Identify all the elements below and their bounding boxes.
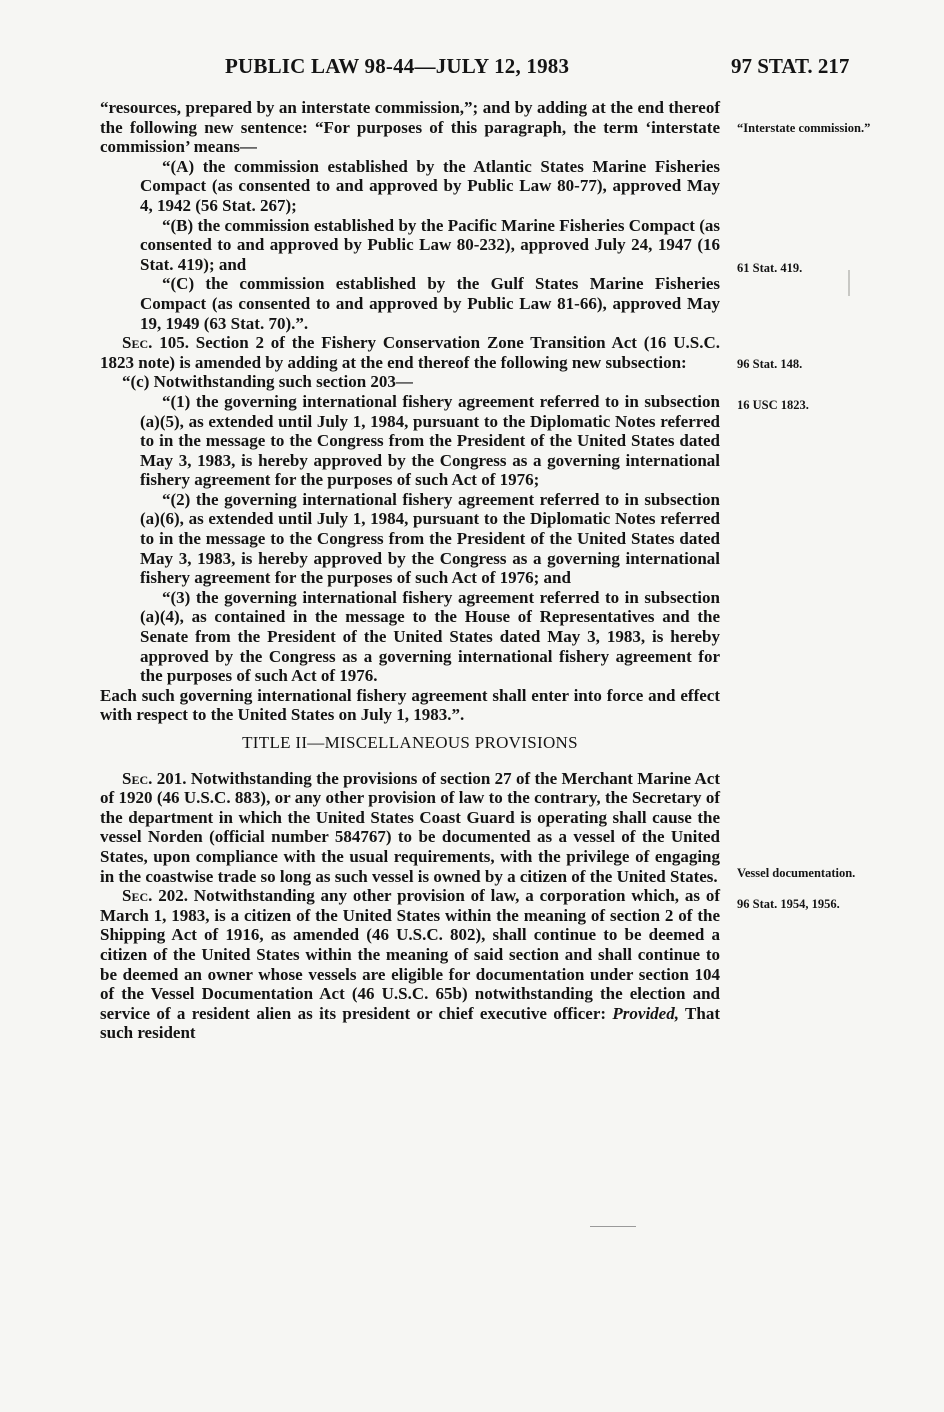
paragraph-item-3: “(3) the governing international fishery agreement referred to in subsection (a)(4), as contained in the message to the House of Representatives and the Senate from the President of the United States dated May 3, 1983, is hereby approved by the Congress as a governing international fishery agreement for the purposes of such Act of 1976. xyxy=(140,587,720,686)
margin-note-stat-148: 96 Stat. 148. xyxy=(737,357,803,371)
title-heading: TITLE II—MISCELLANEOUS PROVISIONS xyxy=(242,733,578,752)
section-label: Sec. xyxy=(122,768,153,788)
section-202-italic: Provided, xyxy=(612,1003,679,1023)
footer-rule xyxy=(590,1226,636,1227)
header-page-number: 97 STAT. 217 xyxy=(731,54,850,78)
paragraph-clause-a: “(A) the commission established by the Atlantic States Marine Fisheries Compact (as consented to and approved by Public Law 80-77), approved May 4, 1942 (56 Stat. 267); xyxy=(140,156,720,215)
section-201-text: 201. Notwithstanding the provisions of section 27 of the Merchant Marine Act of 1920 (46 U.S.C. 883), or any other provision of law to the contrary, the Secretary of the department in which the United States Coast Guard is operating shall cause the vessel Norden (official number 584767) to be documented as a vessel of the United States, upon compliance with the usual requirements, with the privilege of engaging in the coastwise trade so long as such vessel is owned by a citizen of the United States. xyxy=(100,768,720,886)
section-201 xyxy=(100,769,720,887)
paragraph-item-2: “(2) the governing international fishery agreement referred to in subsection (a)(6), as extended until July 1, 1984, pursuant to the Diplomatic Notes referred to in the message to the Congress from the President of the United States dated May 3, 1983, is hereby approved by the Congress as a governing international fishery agreement for the purposes of such Act of 1976; and xyxy=(140,489,720,588)
paragraph-item-1: “(1) the governing international fishery agreement referred to in subsection (a)(5), as extended until July 1, 1984, pursuant to the Diplomatic Notes referred to in the message to the Congress from the President of the United States dated May 3, 1983, is hereby approved by the Congress as a governing international fishery agreement for the purposes of such Act of 1976; xyxy=(140,391,720,490)
margin-note-stat-1954: 96 Stat. 1954, 1956. xyxy=(737,897,840,911)
section-202-tail: That such resident xyxy=(100,1003,720,1043)
section-label: Sec. xyxy=(122,886,153,906)
margin-note-vessel-documentation: Vessel documentation. xyxy=(737,866,856,880)
paragraph-clause-c: “(C) the commission established by the Gulf States Marine Fisheries Compact (as consented to and approved by Public Law 81-66), approved May 19, 1949 (63 Stat. 70).”. xyxy=(140,274,720,333)
section-label: Sec. xyxy=(122,333,153,353)
page-header xyxy=(0,54,944,84)
margin-note-stat-419: 61 Stat. 419. xyxy=(737,261,803,275)
section-202 xyxy=(100,886,720,1043)
paragraph: “resources, prepared by an interstate commission,”; and by adding at the end thereof the following new sentence: “For purposes of this paragraph, the term ‘interstate commission’ means— xyxy=(100,98,720,157)
paragraph-closing: Each such governing international fishery agreement shall enter into force and effect with respect to the United States on July 1, 1983.”. xyxy=(100,685,720,725)
margin-note-usc-1823: 16 USC 1823. xyxy=(737,398,809,412)
paragraph-clause-b: “(B) the commission established by the Pacific Marine Fisheries Compact (as consented to and approved by Public Law 80-232), approved July 24, 1947 (16 Stat. 419); and xyxy=(140,215,720,274)
margin-note-interstate: “Interstate commission.” xyxy=(737,121,871,135)
section-105 xyxy=(100,333,720,372)
section-202-text: 202. Notwithstanding any other provision of law, a corporation which, as of March 1, 1983, is a citizen of the United States within the meaning of section 2 of the Shipping Act of 1916, as amended (46 U.S.C. 802), shall continue to be deemed a citizen of the United States within the meaning of said section and shall continue to be deemed an owner whose vessels are eligible for documentation under section 104 of the Vessel Documentation Act (46 U.S.C. 65b) notwithstanding the election and service of a resident alien as its president or chief executive officer: xyxy=(100,886,720,1023)
section-105-text: 105. Section 2 of the Fishery Conservation Zone Transition Act (16 U.S.C. 1823 note) is amended by adding at the end thereof the following new subsection: xyxy=(100,333,720,372)
scan-mark xyxy=(848,270,850,296)
header-title: PUBLIC LAW 98-44—JULY 12, 1983 xyxy=(225,54,570,78)
paragraph-subsection-c: “(c) Notwithstanding such section 203— xyxy=(122,372,413,392)
body-text xyxy=(100,98,720,1043)
